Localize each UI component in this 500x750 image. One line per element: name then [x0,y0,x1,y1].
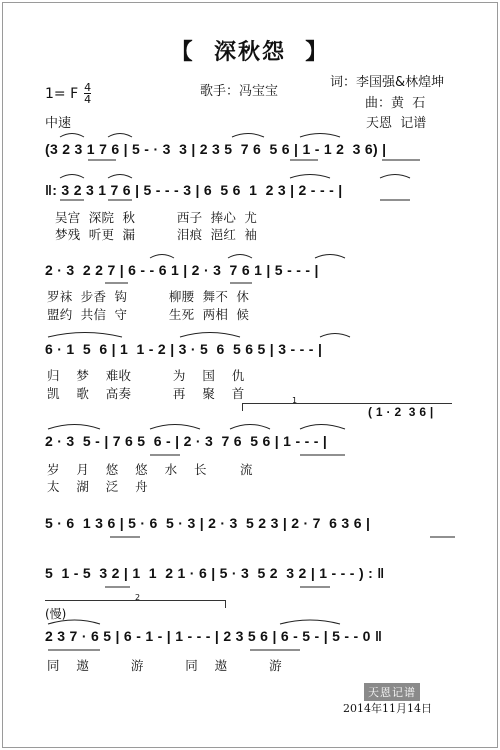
lyric-line-3-verse-1: 罗袜 步香 钩 柳腰 舞不 休 [47,289,250,304]
time-signature-top: 4 [84,81,92,94]
composer-credit: 曲：黄 石 [365,96,426,111]
lyric-line-2-verse-1: 吴宫 深院 秋 西子 捧心 尤 [55,210,258,225]
lyric-line-8: 同 遨 游 同 遨 游 [47,658,282,673]
score-line-8: 2 3 7 · 6 5 | 6 - 1 - | 1 - - - | 2 3 5 6 | 6 - 5 - | 5 - - 0 ‖ [45,628,383,644]
lyric-line-5-verse-1: 岁 月 悠 悠 水 长 流 [47,462,253,477]
lyric-line-5-verse-2: 太 湖 泛 舟 [47,479,148,494]
bridge-passage: ( 1 · 2 3 6 | [368,405,434,419]
score-line-6: 5 · 6 1 3 6 | 5 · 6 5 · 3 | 2 · 3 5 2 3 | 2 · 7 6 3 6 | [45,515,371,531]
score-line-4: 6 · 1 5 6 | 1 1 - 2 | 3 · 5 6 5 6 5 | 3 - - - | [45,341,323,357]
lyric-line-4-verse-2: 凯 歌 高奏 再 聚 首 [47,386,245,401]
first-ending-number: 1 [292,396,298,405]
score-line-5: 2 · 3 5 - | 7 6 5 6 - | 2 · 3 7 6 5 6 | 1 - - - | [45,433,328,449]
score-line-2: ‖: 3 2 3 1 7 6 | 5 - - - 3 | 6 5 6 1 2 3 | 2 - - - | [45,182,343,198]
score-line-7: 5 1 - 5 3 2 | 1 1 2 1 · 6 | 5 · 3 5 2 3 2 | 1 - - - ) : ‖ [45,565,385,581]
lyricist-credit: 词：李国强&林煌坤 [330,75,445,90]
second-ending-number: 2 [135,593,141,602]
score-line-intro: (3 2 3 1 7 6 | 5 - · 3 3 | 2 3 5 7 6 5 6 | 1 - 1 2 3 6) | [45,141,387,157]
key-label: 1= F [45,85,79,102]
lyric-line-4-verse-1: 归 梦 难收 为 国 仇 [47,368,245,383]
lyric-line-3-verse-2: 盟约 共信 守 生死 两相 候 [47,307,250,322]
transcription-date: 2014年11月14日 [343,702,432,715]
score-line-3: 2 · 3 2 2 7 | 6 - - 6 1 | 2 · 3 7 6 1 | 5 - - - | [45,262,319,278]
tempo-marking: 中速 [45,116,72,131]
slow-tempo-mark: (慢) [45,607,67,621]
transcriber-credit: 天恩 记谱 [366,116,427,131]
singer-credit: 歌手：冯宝宝 [200,84,279,99]
time-signature-bottom: 4 [84,93,92,106]
lyric-line-2-verse-2: 梦残 听更 漏 泪痕 浥红 袖 [55,227,258,242]
song-title: 【 深秋怨 】 [170,40,330,65]
transcriber-stamp: 天恩记谱 [364,683,420,701]
